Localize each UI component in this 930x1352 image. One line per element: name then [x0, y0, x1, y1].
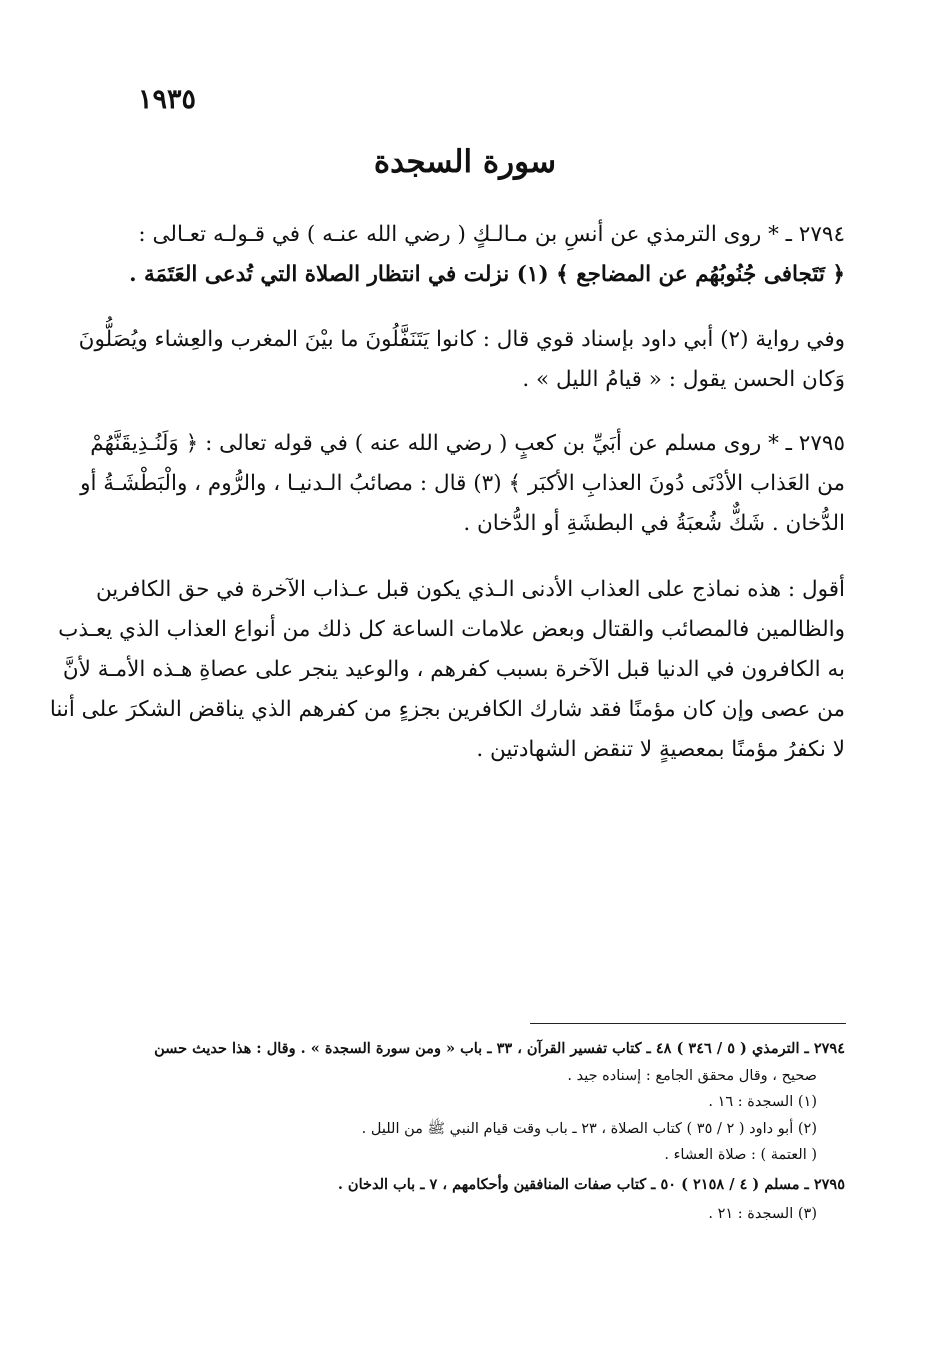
page-number: ١٩٣٥	[138, 84, 197, 115]
commentary	[49, 570, 845, 770]
hadith-2794-line-1: ٢٧٩٤ ـ * روى الترمذي عن أنسِ بن مـالـكٍ ( رضي الله عنـه ) في قـولـه تعـالى :	[138, 222, 845, 247]
footnote-1: (١) السجدة : ١٦ .	[708, 1094, 817, 1110]
footnotes	[120, 1036, 845, 1228]
hadith-2794-line-2: ﴿ تَتَجافى جُنُوبُهُم عن المضاجع ﴾ (١) نزلت في انتظار الصلاة التي تُدعى العَتَمَة .	[129, 262, 845, 287]
footnote-divider	[530, 1023, 846, 1024]
commentary-line-1: أقول : هذه نماذج على العذاب الأدنى الـذي يكون قبل عـذاب الآخرة في حق الكافرين	[95, 577, 845, 602]
narration-line-1: وفي رواية (٢) أبي داود بإسناد قوي قال : كانوا يَتَنَفَّلُونَ ما بيْنَ المغرب والعِشاء ويُصَلُّونَ	[78, 327, 845, 352]
commentary-line-2: والظالمين فالمصائب والقتال وبعض علامات الساعة كل ذلك من أنواع العذاب الذي يعـذب	[58, 617, 845, 642]
hadith-2795-line-3: الدُّخان . شَكٌّ شُعبَةُ في البطشَةِ أو الدُّخان .	[463, 511, 845, 536]
hadith-2795	[80, 424, 845, 544]
footnote-2-gloss: ( العتمة ) : صلاة العشاء .	[664, 1147, 817, 1163]
footnote-2795: ٢٧٩٥ ـ مسلم ( ٤ / ٢١٥٨ ) ٥٠ ـ كتاب صفات المنافقين وأحكامهم ، ٧ ـ باب الدخان .	[337, 1175, 845, 1193]
hadith-2795-line-2: من العَذاب الأدْنَى دُونَ العذابِ الأكبَر ﴾ (٣) قال : مصائبُ الـدنيـا ، والرُّوم ، والْبَطْشَـةُ أو	[80, 471, 845, 496]
footnote-3: (٣) السجدة : ٢١ .	[708, 1206, 817, 1222]
commentary-line-5: لا نكفرُ مؤمنًا بمعصيةٍ لا تنقض الشهادتين .	[476, 737, 845, 762]
hadith-2794	[129, 215, 845, 295]
narration-abu-dawud	[78, 320, 845, 400]
hadith-2795-line-1: ٢٧٩٥ ـ * روى مسلم عن أبَيِّ بن كعبٍ ( رضي الله عنه ) في قوله تعالى : ﴿ وَلَنُـذِيقَنَّهُمْ	[90, 431, 845, 456]
footnote-2794-continuation: صحيح ، وقال محقق الجامع : إسناده جيد .	[567, 1067, 817, 1084]
narration-line-2: وَكان الحسن يقول : « قيامُ الليل » .	[522, 367, 845, 392]
surah-title: سورة السجدة	[373, 144, 557, 180]
commentary-line-4: من عصى وإن كان مؤمنًا فقد شارك الكافرين بجزءٍ من كفرهم الذي يناقض الشكرَ على أننا	[49, 697, 845, 722]
footnote-2: (٢) أبو داود ( ٢ / ٣٥ ) كتاب الصلاة ، ٢٣ ـ باب وقت قيام النبي ﷺ من الليل .	[361, 1120, 817, 1137]
commentary-line-3: به الكافرون في الدنيا قبل الآخرة بسبب كفرهم ، والوعيد ينجر على عصاةِ هـذه الأمـة لأنَّ	[62, 657, 845, 682]
footnote-2794: ٢٧٩٤ ـ الترمذي ( ٥ / ٣٤٦ ) ٤٨ ـ كتاب تفسير القرآن ، ٣٣ ـ باب « ومن سورة السجدة » . وقال : هذا حديث حسن	[154, 1040, 845, 1057]
